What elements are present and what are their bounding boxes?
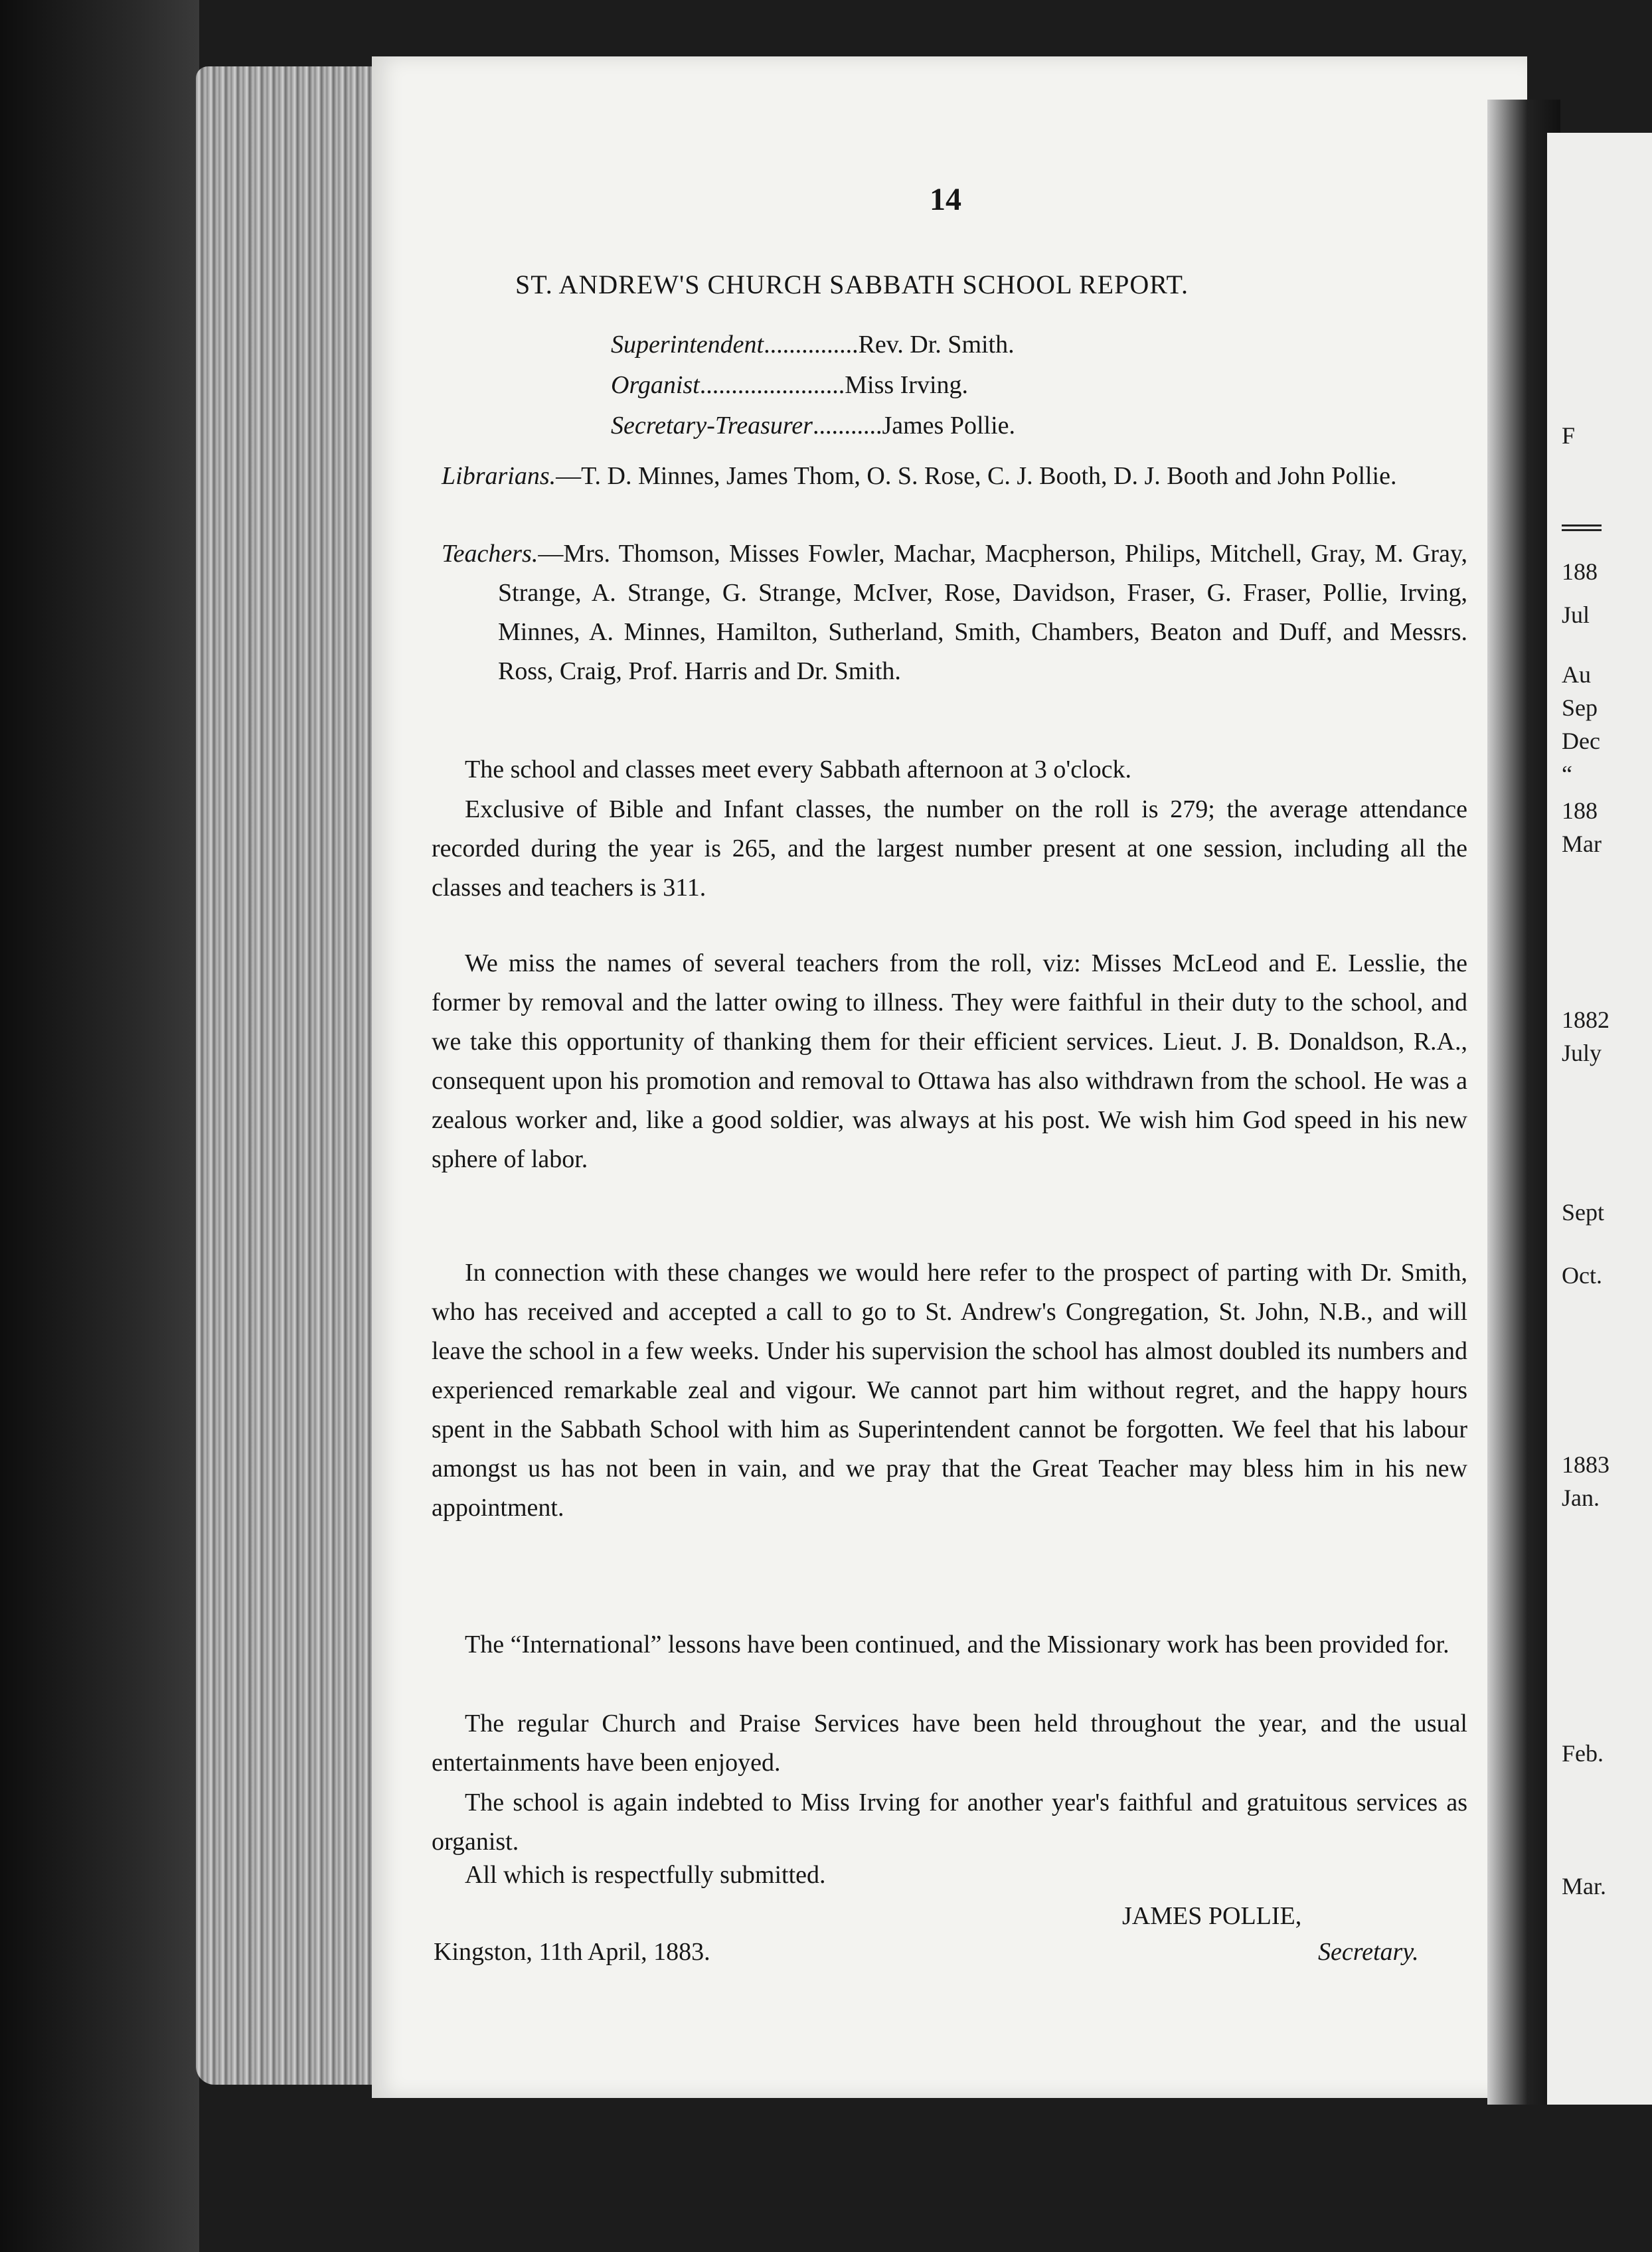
teachers-label: Teachers. bbox=[442, 540, 538, 568]
teachers-text: —Mrs. Thomson, Misses Fowler, Machar, Macpherson, Philips, Mitchell, Gray, M. Gray, Strange, A. Strange, G. Strange, McIver, Rose, Davidson, Fraser, G. Fraser, Pollie, Irving, Minnes, A. Minnes, Hamilton, Sutherland, Smith, Chambers, Beaton and Duff, and Messrs. Ross, Craig, Prof. Harris and Dr. Smith. bbox=[498, 540, 1467, 685]
body-paragraph: The “International” lessons have been continued, and the Missionary work has been provided for. bbox=[465, 1631, 1449, 1658]
facing-page bbox=[1547, 133, 1652, 2105]
officer-role: Secretary-Treasurer bbox=[611, 412, 813, 440]
body-paragraph: All which is respectfully submitted. bbox=[465, 1861, 826, 1889]
librarians-text: —T. D. Minnes, James Thom, O. S. Rose, C. J. Booth, D. J. Booth and John Pollie. bbox=[556, 462, 1397, 490]
facing-fragment: Mar. bbox=[1562, 1873, 1606, 1899]
body-paragraph: The school is again indebted to Miss Irving for another year's faithful and gratuitous services as organist. bbox=[432, 1789, 1467, 1856]
librarians-paragraph bbox=[442, 457, 1467, 496]
facing-fragment: Oct. bbox=[1562, 1262, 1602, 1289]
body-paragraph: In connection with these changes we would here refer to the prospect of parting with Dr. Smith, who has received and accepted a call to go to St. Andrew's Congregation, St. John, N.B., and will leave the school in a few weeks. Under his supervision the school has almost doubled its numbers and experienced remarkable zeal and vigour. We cannot part him without regret, and the happy hours spent in the Sabbath School with him as Superintendent cannot be forgotten. We feel that his labour amongst us has not been in vain, and we pray that the Great Teacher may bless him in his new appointment. bbox=[432, 1259, 1467, 1522]
facing-fragment: “ bbox=[1562, 761, 1572, 787]
officer-role: Superintendent bbox=[611, 331, 764, 359]
facing-double-rule bbox=[1562, 524, 1602, 531]
facing-fragment: Dec bbox=[1562, 728, 1600, 754]
officer-name: James Pollie. bbox=[882, 412, 1015, 440]
report-title: ST. ANDREW'S CHURCH SABBATH SCHOOL REPORT. bbox=[515, 270, 1189, 299]
body-paragraph: The regular Church and Praise Services have been held throughout the year, and the usual entertainments have been enjoyed. bbox=[432, 1710, 1467, 1777]
facing-fragment: Sep bbox=[1562, 694, 1598, 721]
body-paragraph: The school and classes meet every Sabbath afternoon at 3 o'clock. bbox=[465, 756, 1131, 783]
facing-fragment: 188 bbox=[1562, 797, 1598, 824]
facing-fragment: Mar bbox=[1562, 831, 1602, 857]
background-left bbox=[0, 0, 199, 2252]
facing-fragment: Jul bbox=[1562, 602, 1590, 628]
dot-leader: ....................... bbox=[699, 371, 845, 399]
dot-leader: ........... bbox=[812, 412, 882, 440]
dot-leader: ............... bbox=[764, 331, 859, 359]
body-paragraph: We miss the names of several teachers from the roll, viz: Misses McLeod and E. Lesslie, the former by removal and the latter owing to illness. They were faithful in their duty to the school, and we take this opportunity of thanking them for their efficient services. Lieut. J. B. Donaldson, R.A., consequent upon his promotion and removal to Ottawa has also withdrawn from the school. He was a zealous worker and, like a good soldier, was always at his post. We wish him God speed in his new sphere of labor. bbox=[432, 949, 1467, 1173]
book-page-edges bbox=[196, 66, 382, 2085]
facing-fragment: F bbox=[1562, 422, 1576, 449]
place-date: Kingston, 11th April, 1883. bbox=[434, 1938, 710, 1966]
officer-secretary-treasurer bbox=[611, 411, 1015, 440]
facing-fragment: Feb. bbox=[1562, 1740, 1604, 1767]
officer-name: Miss Irving. bbox=[845, 371, 969, 399]
facing-fragment: 1882 bbox=[1562, 1006, 1610, 1033]
officer-organist bbox=[611, 370, 968, 400]
facing-fragment: July bbox=[1562, 1040, 1602, 1066]
facing-fragment: Au bbox=[1562, 661, 1591, 688]
facing-fragment: 1883 bbox=[1562, 1451, 1610, 1478]
facing-fragment: Jan. bbox=[1562, 1485, 1600, 1511]
signature-name: JAMES POLLIE, bbox=[1122, 1902, 1302, 1930]
page-number: 14 bbox=[930, 182, 961, 217]
officer-superintendent bbox=[611, 330, 1015, 359]
librarians-label: Librarians. bbox=[442, 462, 556, 490]
officer-name: Rev. Dr. Smith. bbox=[858, 331, 1015, 359]
facing-fragment: Sept bbox=[1562, 1199, 1605, 1226]
body-paragraph: Exclusive of Bible and Infant classes, the number on the roll is 279; the average attendance recorded during the year is 265, and the largest number present at one session, including all the classes and teachers is 311. bbox=[432, 795, 1467, 902]
officer-role: Organist bbox=[611, 371, 700, 399]
facing-fragment: 188 bbox=[1562, 558, 1598, 585]
teachers-paragraph bbox=[442, 534, 1467, 691]
signature-role: Secretary. bbox=[1318, 1938, 1419, 1966]
